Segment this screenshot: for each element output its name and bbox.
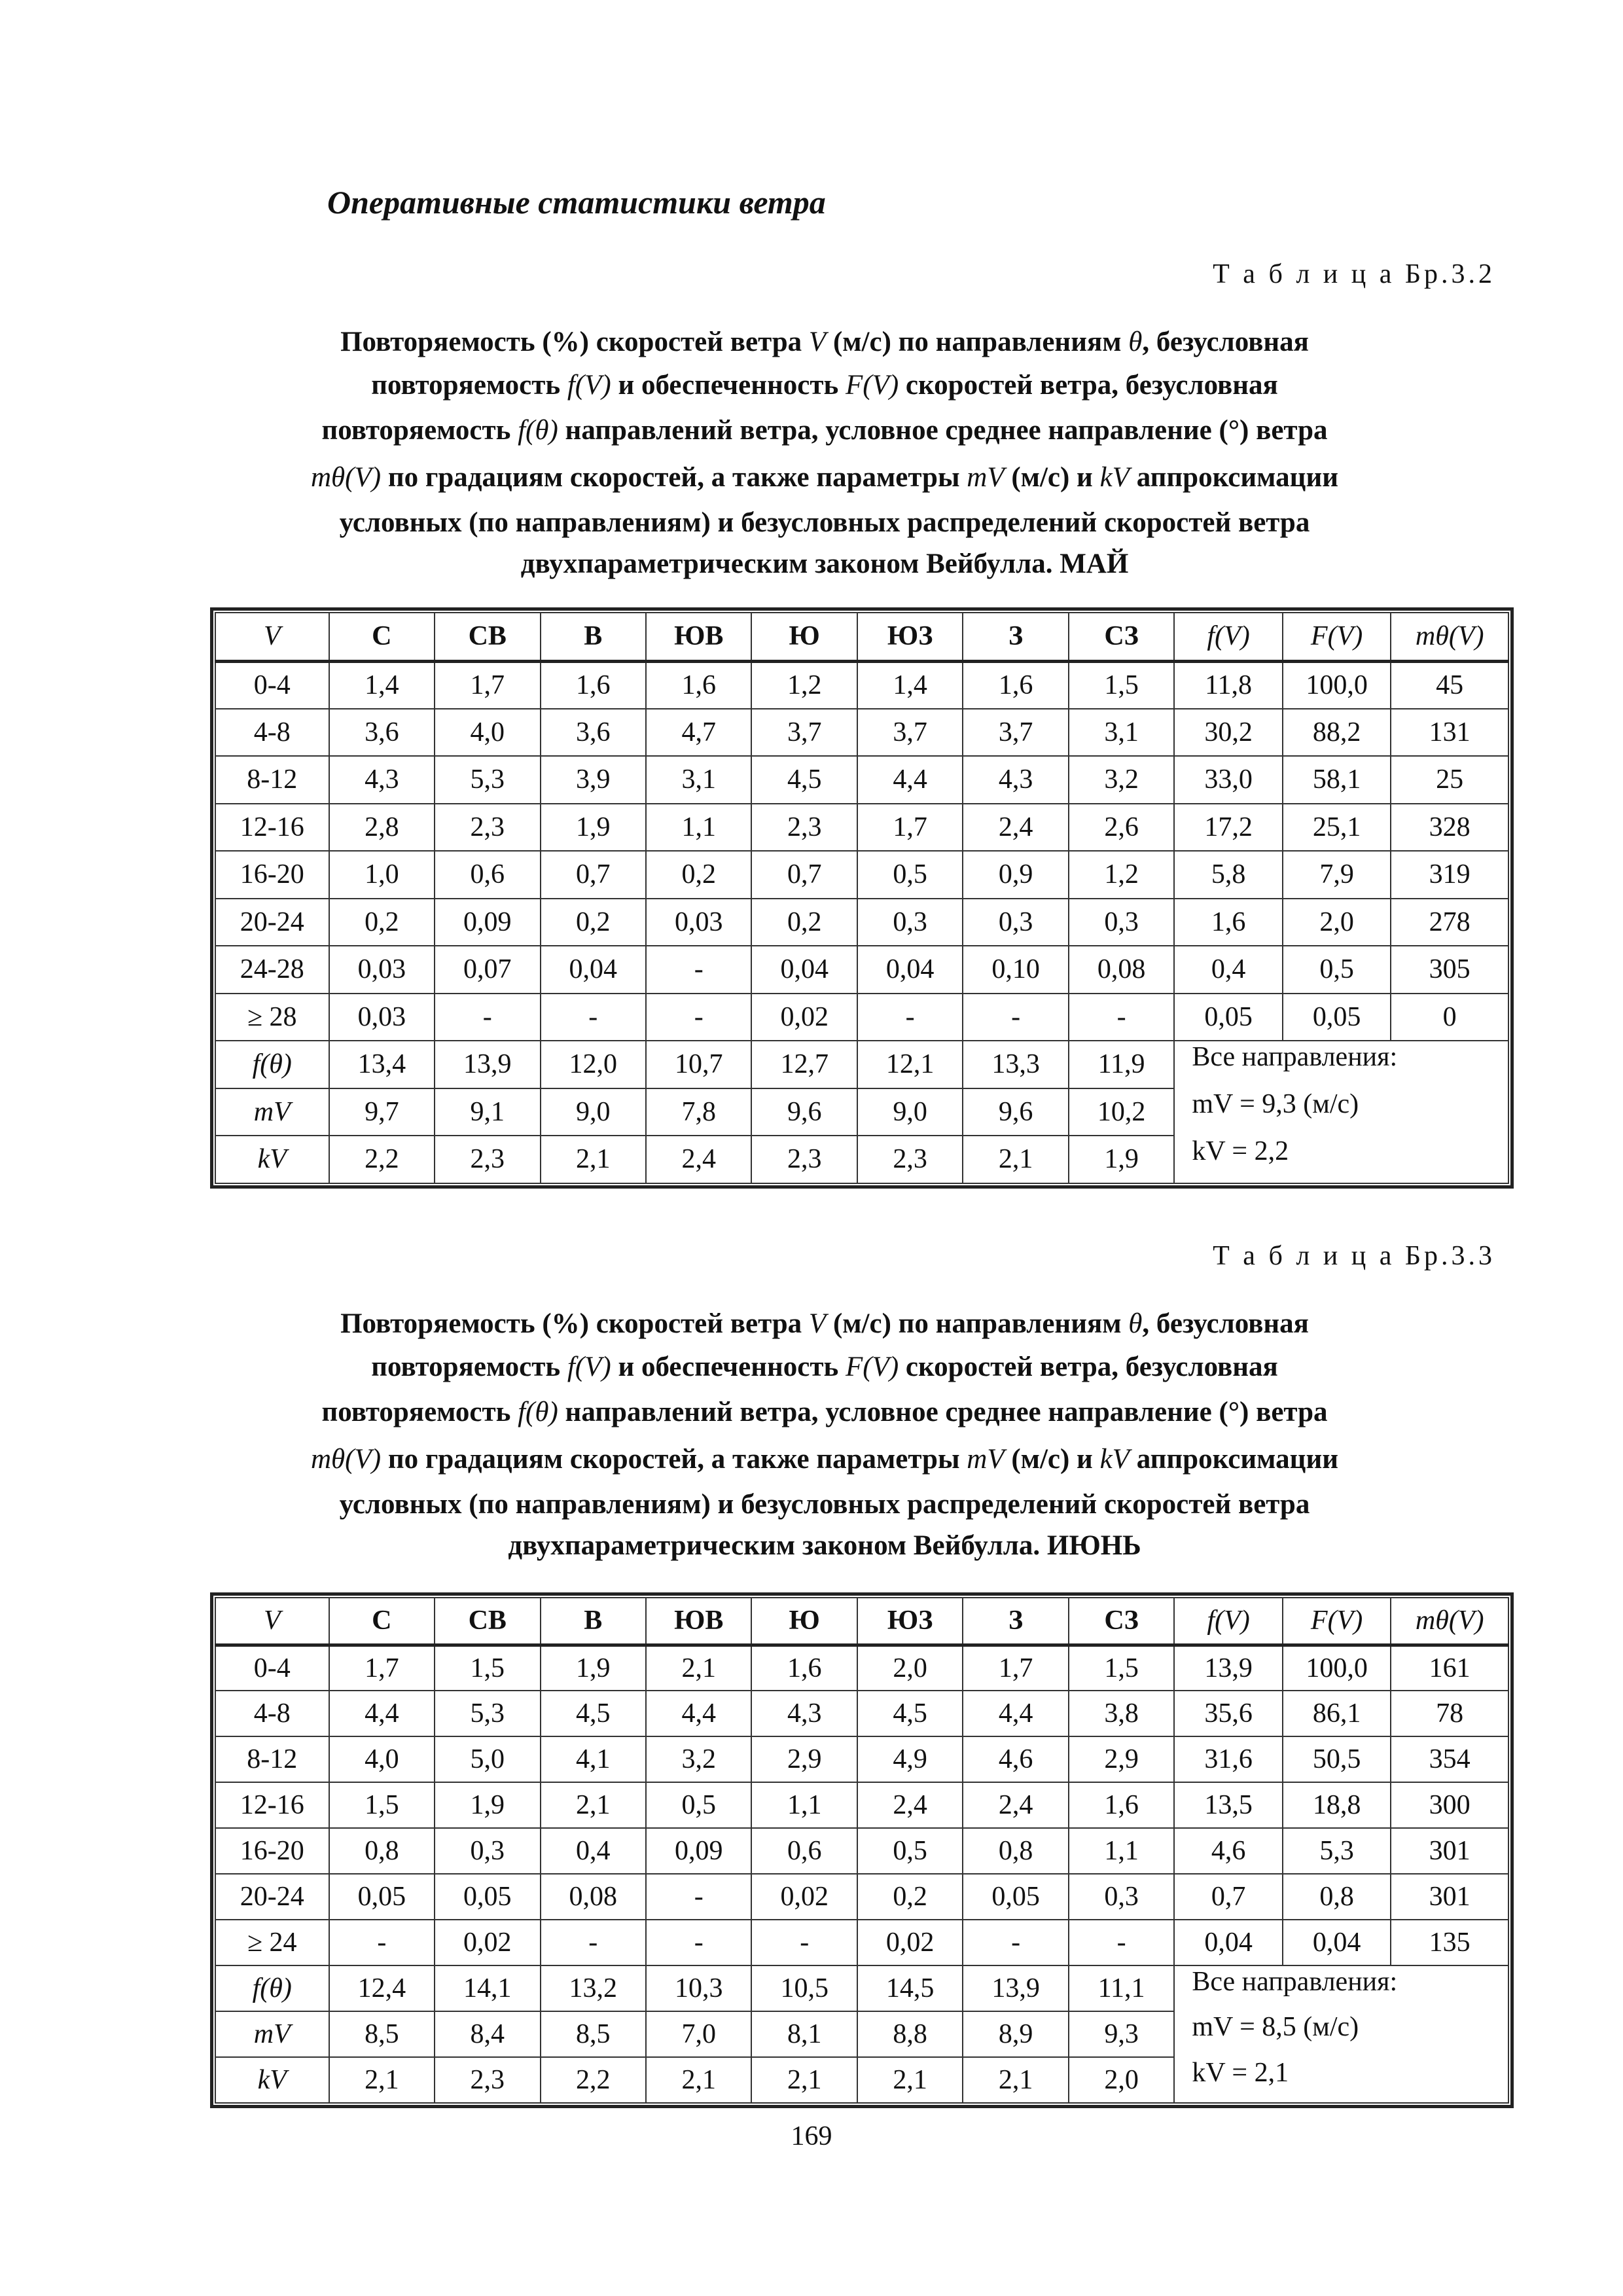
table-cell: 1,1 (751, 1782, 857, 1828)
table-cell: 5,8 (1174, 851, 1283, 899)
row-label: 0-4 (215, 1645, 329, 1691)
table-cell: 1,2 (1069, 851, 1174, 899)
table-cell: 10,3 (646, 1965, 751, 2011)
table-cell: 0,04 (541, 946, 646, 994)
table-cell: 1,7 (857, 804, 963, 852)
row-label: ≥ 28 (215, 994, 329, 1041)
row-label: 0-4 (215, 661, 329, 709)
table-cell: 2,1 (541, 1136, 646, 1183)
table-cell: 100,0 (1283, 1645, 1391, 1691)
table-cell: 0,02 (751, 994, 857, 1041)
all-directions-kv: kV = 2,2 (1174, 1136, 1508, 1183)
table-cell: 50,5 (1283, 1736, 1391, 1782)
table-cell: - (646, 994, 751, 1041)
row-label: 24-28 (215, 946, 329, 994)
table-cell: 1,6 (541, 661, 646, 709)
table-cell: 4,6 (963, 1736, 1068, 1782)
table-cell: 354 (1391, 1736, 1508, 1782)
table-cell: 0,08 (541, 1874, 646, 1920)
table-cell: 4,3 (751, 1691, 857, 1736)
table-cell: 2,1 (857, 2057, 963, 2103)
row-label: 20-24 (215, 899, 329, 946)
column-header: С (329, 1598, 435, 1645)
table-row (215, 946, 1508, 994)
table-cell: 2,2 (541, 2057, 646, 2103)
table-cell: 12,7 (751, 1041, 857, 1088)
table-cell: 1,6 (646, 661, 751, 709)
table-cell: 0,04 (1174, 1920, 1283, 1965)
table-cell: 5,3 (435, 1691, 540, 1736)
table-cell: 0,10 (963, 946, 1068, 994)
table-cell: 0,3 (1069, 1874, 1174, 1920)
table-cell: 1,6 (751, 1645, 857, 1691)
table-cell: - (646, 1920, 751, 1965)
table-cell: 11,1 (1069, 1965, 1174, 2011)
table-cell: 1,2 (751, 661, 857, 709)
column-header: ЮВ (646, 1598, 751, 1645)
table-cell: 0,02 (435, 1920, 540, 1965)
table-cell: 78 (1391, 1691, 1508, 1736)
table-cell: 10,5 (751, 1965, 857, 2011)
row-label: 20-24 (215, 1874, 329, 1920)
table-cell: 11,8 (1174, 661, 1283, 709)
table-row (215, 756, 1508, 804)
table-cell: 4,1 (541, 1736, 646, 1782)
table-cell: 2,3 (435, 804, 540, 852)
table-cell: 4,4 (646, 1691, 751, 1736)
table-cell: 4,4 (963, 1691, 1068, 1736)
column-header: СЗ (1069, 613, 1174, 661)
table-cell: 0,4 (541, 1828, 646, 1874)
table-header-row (215, 1598, 1508, 1645)
table-cell: 0,3 (435, 1828, 540, 1874)
table-cell: 35,6 (1174, 1691, 1283, 1736)
table-cell: 1,7 (329, 1645, 435, 1691)
column-header: F(V) (1283, 613, 1391, 661)
table-cell: 0,05 (329, 1874, 435, 1920)
table-cell: 0,5 (1283, 946, 1391, 994)
table-cell: 0,7 (541, 851, 646, 899)
table-cell: 4,4 (857, 756, 963, 804)
summary-row (215, 1965, 1508, 2011)
row-label: 8-12 (215, 756, 329, 804)
table-cell: 301 (1391, 1828, 1508, 1874)
column-header: СЗ (1069, 1598, 1174, 1645)
table-cell: 2,1 (541, 1782, 646, 1828)
table-cell: 7,0 (646, 2011, 751, 2057)
table-cell: 0,09 (435, 899, 540, 946)
table-cell: 1,9 (435, 1782, 540, 1828)
table-cell: 0,09 (646, 1828, 751, 1874)
row-label: 8-12 (215, 1736, 329, 1782)
table-cell: - (1069, 1920, 1174, 1965)
table-cell: 0,7 (751, 851, 857, 899)
table-cell: 2,4 (963, 804, 1068, 852)
table-cell: 1,7 (963, 1645, 1068, 1691)
table-cell: 4,4 (329, 1691, 435, 1736)
row-label: 4-8 (215, 709, 329, 757)
table-cell: 0 (1391, 994, 1508, 1041)
table-cell: 2,0 (1069, 2057, 1174, 2103)
table-cell: 1,9 (541, 1645, 646, 1691)
table-cell: 1,1 (646, 804, 751, 852)
table-cell: 45 (1391, 661, 1508, 709)
column-header: СВ (435, 1598, 540, 1645)
table-cell: - (329, 1920, 435, 1965)
table-cell: 12,0 (541, 1041, 646, 1088)
table-cell: 12,4 (329, 1965, 435, 2011)
table-cell: - (963, 1920, 1068, 1965)
table-cell: - (646, 946, 751, 994)
table-label: Т а б л и ц а Бр.3.3 (1213, 1241, 1495, 1271)
table-cell: 0,4 (1174, 946, 1283, 994)
table-cell: 0,5 (857, 851, 963, 899)
table-cell: 0,6 (435, 851, 540, 899)
table-cell: 13,2 (541, 1965, 646, 2011)
column-header: С (329, 613, 435, 661)
table-cell: 2,8 (329, 804, 435, 852)
summary-row (215, 1088, 1508, 1136)
column-header: V (215, 613, 329, 661)
table-cell: 0,3 (857, 899, 963, 946)
table-cell: 2,0 (1283, 899, 1391, 946)
table-cell: 13,9 (963, 1965, 1068, 2011)
table-cell: 5,3 (435, 756, 540, 804)
table-cell: 0,05 (963, 1874, 1068, 1920)
table-cell: 2,4 (857, 1782, 963, 1828)
table-cell: 5,3 (1283, 1828, 1391, 1874)
table-cell: 12,1 (857, 1041, 963, 1088)
table-cell: 88,2 (1283, 709, 1391, 757)
table-cell: 3,1 (646, 756, 751, 804)
table-cell: 0,05 (1174, 994, 1283, 1041)
table-cell: 0,04 (751, 946, 857, 994)
table-cell: 9,1 (435, 1088, 540, 1136)
table-cell: 161 (1391, 1645, 1508, 1691)
row-label: f(θ) (215, 1041, 329, 1088)
table-label: Т а б л и ц а Бр.3.2 (1213, 259, 1495, 289)
table-row (215, 804, 1508, 852)
table-cell: 0,7 (1174, 1874, 1283, 1920)
table-cell: - (963, 994, 1068, 1041)
table-cell: 2,2 (329, 1136, 435, 1183)
table-cell: 13,9 (435, 1041, 540, 1088)
table-cell: 3,6 (329, 709, 435, 757)
table-cell: 0,02 (857, 1920, 963, 1965)
table-cell: 2,3 (751, 804, 857, 852)
table-cell: 0,5 (857, 1828, 963, 1874)
row-label: 12-16 (215, 1782, 329, 1828)
table-row (215, 851, 1508, 899)
table-cell: 9,0 (541, 1088, 646, 1136)
table-cell: 25 (1391, 756, 1508, 804)
table-cell: 4,3 (329, 756, 435, 804)
page-number: 169 (791, 2121, 832, 2151)
table-cell: 0,2 (751, 899, 857, 946)
table-row (215, 661, 1508, 709)
column-header: В (541, 613, 646, 661)
table-cell: 18,8 (1283, 1782, 1391, 1828)
table-row (215, 1782, 1508, 1828)
column-header: ЮВ (646, 613, 751, 661)
table-cell: 2,3 (751, 1136, 857, 1183)
table-cell: 1,5 (329, 1782, 435, 1828)
column-header: f(V) (1174, 613, 1283, 661)
table-cell: 4,5 (857, 1691, 963, 1736)
table-cell: 4,7 (646, 709, 751, 757)
column-header: Ю (751, 613, 857, 661)
table-cell: 0,3 (1069, 899, 1174, 946)
table-cell: 9,6 (963, 1088, 1068, 1136)
table-cell: 7,8 (646, 1088, 751, 1136)
table-cell: 1,0 (329, 851, 435, 899)
summary-row (215, 2011, 1508, 2057)
table-cell: 135 (1391, 1920, 1508, 1965)
table-cell: 13,4 (329, 1041, 435, 1088)
column-header: З (963, 1598, 1068, 1645)
table-cell: 1,5 (1069, 1645, 1174, 1691)
table-cell: 305 (1391, 946, 1508, 994)
table-cell: 3,6 (541, 709, 646, 757)
table-row (215, 899, 1508, 946)
table-cell: 3,7 (963, 709, 1068, 757)
all-directions-label: Все направления: (1174, 1965, 1508, 2011)
table-cell: 328 (1391, 804, 1508, 852)
column-header: В (541, 1598, 646, 1645)
table-cell: 2,1 (963, 2057, 1068, 2103)
all-directions-label: Все направления: (1174, 1041, 1508, 1088)
row-label: mV (215, 2011, 329, 2057)
table-cell: 4,6 (1174, 1828, 1283, 1874)
table-cell: 2,4 (646, 1136, 751, 1183)
table-cell: 0,2 (541, 899, 646, 946)
row-label: 4-8 (215, 1691, 329, 1736)
table-cell: 0,04 (857, 946, 963, 994)
column-header: V (215, 1598, 329, 1645)
table-cell: 31,6 (1174, 1736, 1283, 1782)
table-cell: 278 (1391, 899, 1508, 946)
table-cell: 3,8 (1069, 1691, 1174, 1736)
table-cell: 2,1 (751, 2057, 857, 2103)
table-cell: 1,9 (1069, 1136, 1174, 1183)
table-cell: 2,1 (329, 2057, 435, 2103)
table-cell: 5,0 (435, 1736, 540, 1782)
table-cell: 4,0 (329, 1736, 435, 1782)
table-cell: 8,5 (541, 2011, 646, 2057)
table-cell: 9,7 (329, 1088, 435, 1136)
table-cell: - (541, 1920, 646, 1965)
table-cell: 3,1 (1069, 709, 1174, 757)
summary-row (215, 1041, 1508, 1088)
table-cell: 4,5 (751, 756, 857, 804)
table-cell: 2,9 (751, 1736, 857, 1782)
table-cell: 4,0 (435, 709, 540, 757)
data-table (215, 612, 1509, 1184)
table-cell: 13,5 (1174, 1782, 1283, 1828)
table-cell: 8,4 (435, 2011, 540, 2057)
table-caption: Повторяемость (%) скоростей ветра V (м/с) по направлениям θ, безусловная повторяемость f(V) и обеспеченность F(V) скоростей ветра, безусловная повторяемость f(θ) направлений ветра, условное среднее направление (°) ветра mθ(V) по градациям скоростей, а также параметры mV (м/с) и kV аппроксимации условных (по направлениям) и безусловных распределений скоростей ветра двухпараметрическим законом Вейбулла. МАЙ (311, 327, 1338, 579)
section-title: Оперативные статистики ветра (327, 184, 826, 221)
table-cell: 0,02 (751, 1874, 857, 1920)
table-cell: 4,9 (857, 1736, 963, 1782)
summary-row (215, 1136, 1508, 1183)
table-row (215, 1691, 1508, 1736)
column-header: СВ (435, 613, 540, 661)
table-cell: 8,1 (751, 2011, 857, 2057)
table-cell: 0,8 (329, 1828, 435, 1874)
table-cell: 1,7 (435, 661, 540, 709)
table-cell: 0,04 (1283, 1920, 1391, 1965)
table-cell: 0,05 (1283, 994, 1391, 1041)
table-cell: 9,6 (751, 1088, 857, 1136)
table-cell: 13,3 (963, 1041, 1068, 1088)
table-cell: - (857, 994, 963, 1041)
table-cell: 30,2 (1174, 709, 1283, 757)
table-cell: 17,2 (1174, 804, 1283, 852)
table-cell: 3,2 (1069, 756, 1174, 804)
all-directions-kv: kV = 2,1 (1174, 2057, 1508, 2103)
table-cell: 9,0 (857, 1088, 963, 1136)
summary-row (215, 2057, 1508, 2103)
table-cell: 0,6 (751, 1828, 857, 1874)
table-row (215, 1874, 1508, 1920)
table-cell: 0,5 (646, 1782, 751, 1828)
table-cell: 4,5 (541, 1691, 646, 1736)
table-cell: 0,08 (1069, 946, 1174, 994)
row-label: 16-20 (215, 1828, 329, 1874)
table-cell: 0,9 (963, 851, 1068, 899)
table-cell: 58,1 (1283, 756, 1391, 804)
table-row (215, 994, 1508, 1041)
table-cell: 25,1 (1283, 804, 1391, 852)
table-cell: 33,0 (1174, 756, 1283, 804)
table-cell: 8,8 (857, 2011, 963, 2057)
table-cell: 9,3 (1069, 2011, 1174, 2057)
table-cell: - (541, 994, 646, 1041)
table-cell: 1,5 (435, 1645, 540, 1691)
table-header-row (215, 613, 1508, 661)
table-cell: 3,7 (857, 709, 963, 757)
table-caption: Повторяемость (%) скоростей ветра V (м/с) по направлениям θ, безусловная повторяемость f(V) и обеспеченность F(V) скоростей ветра, безусловная повторяемость f(θ) направлений ветра, условное среднее направление (°) ветра mθ(V) по градациям скоростей, а также параметры mV (м/с) и kV аппроксимации условных (по направлениям) и безусловных распределений скоростей ветра двухпараметрическим законом Вейбулла. ИЮНЬ (311, 1308, 1338, 1561)
table-cell: 14,5 (857, 1965, 963, 2011)
table-cell: 3,9 (541, 756, 646, 804)
table-cell: 2,1 (646, 1645, 751, 1691)
table-cell: 2,1 (646, 2057, 751, 2103)
row-label: 16-20 (215, 851, 329, 899)
table-cell: 0,03 (329, 994, 435, 1041)
table-row (215, 709, 1508, 757)
table-cell: 300 (1391, 1782, 1508, 1828)
row-label: kV (215, 2057, 329, 2103)
table-cell: 8,9 (963, 2011, 1068, 2057)
table-cell: 2,0 (857, 1645, 963, 1691)
table-cell: 14,1 (435, 1965, 540, 2011)
table-cell: 2,3 (435, 1136, 540, 1183)
table-cell: 1,6 (1069, 1782, 1174, 1828)
table-cell: - (435, 994, 540, 1041)
table-cell: 1,5 (1069, 661, 1174, 709)
table-cell: 0,8 (1283, 1874, 1391, 1920)
table-cell: 0,2 (857, 1874, 963, 1920)
table-cell: 4,3 (963, 756, 1068, 804)
table-cell: 10,7 (646, 1041, 751, 1088)
table-cell: 11,9 (1069, 1041, 1174, 1088)
table-cell: 3,7 (751, 709, 857, 757)
column-header: Ю (751, 1598, 857, 1645)
table-cell: 0,2 (646, 851, 751, 899)
column-header: З (963, 613, 1068, 661)
all-directions-mv: mV = 9,3 (м/с) (1174, 1088, 1508, 1136)
table-cell: 0,03 (329, 946, 435, 994)
table-cell: 8,5 (329, 2011, 435, 2057)
table-cell: 1,4 (857, 661, 963, 709)
table-cell: 0,2 (329, 899, 435, 946)
column-header: mθ(V) (1391, 1598, 1508, 1645)
table-cell: 100,0 (1283, 661, 1391, 709)
table-row (215, 1736, 1508, 1782)
row-label: kV (215, 1136, 329, 1183)
row-label: 12-16 (215, 804, 329, 852)
table-cell: 2,3 (435, 2057, 540, 2103)
table-row (215, 1645, 1508, 1691)
data-table (215, 1597, 1509, 2104)
table-cell: 131 (1391, 709, 1508, 757)
table-cell: 0,03 (646, 899, 751, 946)
table-cell: - (646, 1874, 751, 1920)
table-cell: - (1069, 994, 1174, 1041)
table-cell: 1,6 (1174, 899, 1283, 946)
all-directions-mv: mV = 8,5 (м/с) (1174, 2011, 1508, 2057)
row-label: f(θ) (215, 1965, 329, 2011)
table-cell: 1,1 (1069, 1828, 1174, 1874)
table-cell: 319 (1391, 851, 1508, 899)
table-cell: 13,9 (1174, 1645, 1283, 1691)
table-row (215, 1920, 1508, 1965)
column-header: mθ(V) (1391, 613, 1508, 661)
table-cell: 3,2 (646, 1736, 751, 1782)
table-cell: 0,8 (963, 1828, 1068, 1874)
table-cell: 7,9 (1283, 851, 1391, 899)
table-cell: - (751, 1920, 857, 1965)
column-header: ЮЗ (857, 613, 963, 661)
table-cell: 2,9 (1069, 1736, 1174, 1782)
row-label: ≥ 24 (215, 1920, 329, 1965)
column-header: f(V) (1174, 1598, 1283, 1645)
table-cell: 1,9 (541, 804, 646, 852)
table-row (215, 1828, 1508, 1874)
table-cell: 1,4 (329, 661, 435, 709)
table-cell: 2,4 (963, 1782, 1068, 1828)
table-cell: 2,1 (963, 1136, 1068, 1183)
table-cell: 301 (1391, 1874, 1508, 1920)
table-cell: 2,6 (1069, 804, 1174, 852)
row-label: mV (215, 1088, 329, 1136)
table-cell: 2,3 (857, 1136, 963, 1183)
table-cell: 86,1 (1283, 1691, 1391, 1736)
table-cell: 0,3 (963, 899, 1068, 946)
column-header: F(V) (1283, 1598, 1391, 1645)
table-cell: 0,05 (435, 1874, 540, 1920)
column-header: ЮЗ (857, 1598, 963, 1645)
table-cell: 1,6 (963, 661, 1068, 709)
table-cell: 0,07 (435, 946, 540, 994)
table-cell: 10,2 (1069, 1088, 1174, 1136)
